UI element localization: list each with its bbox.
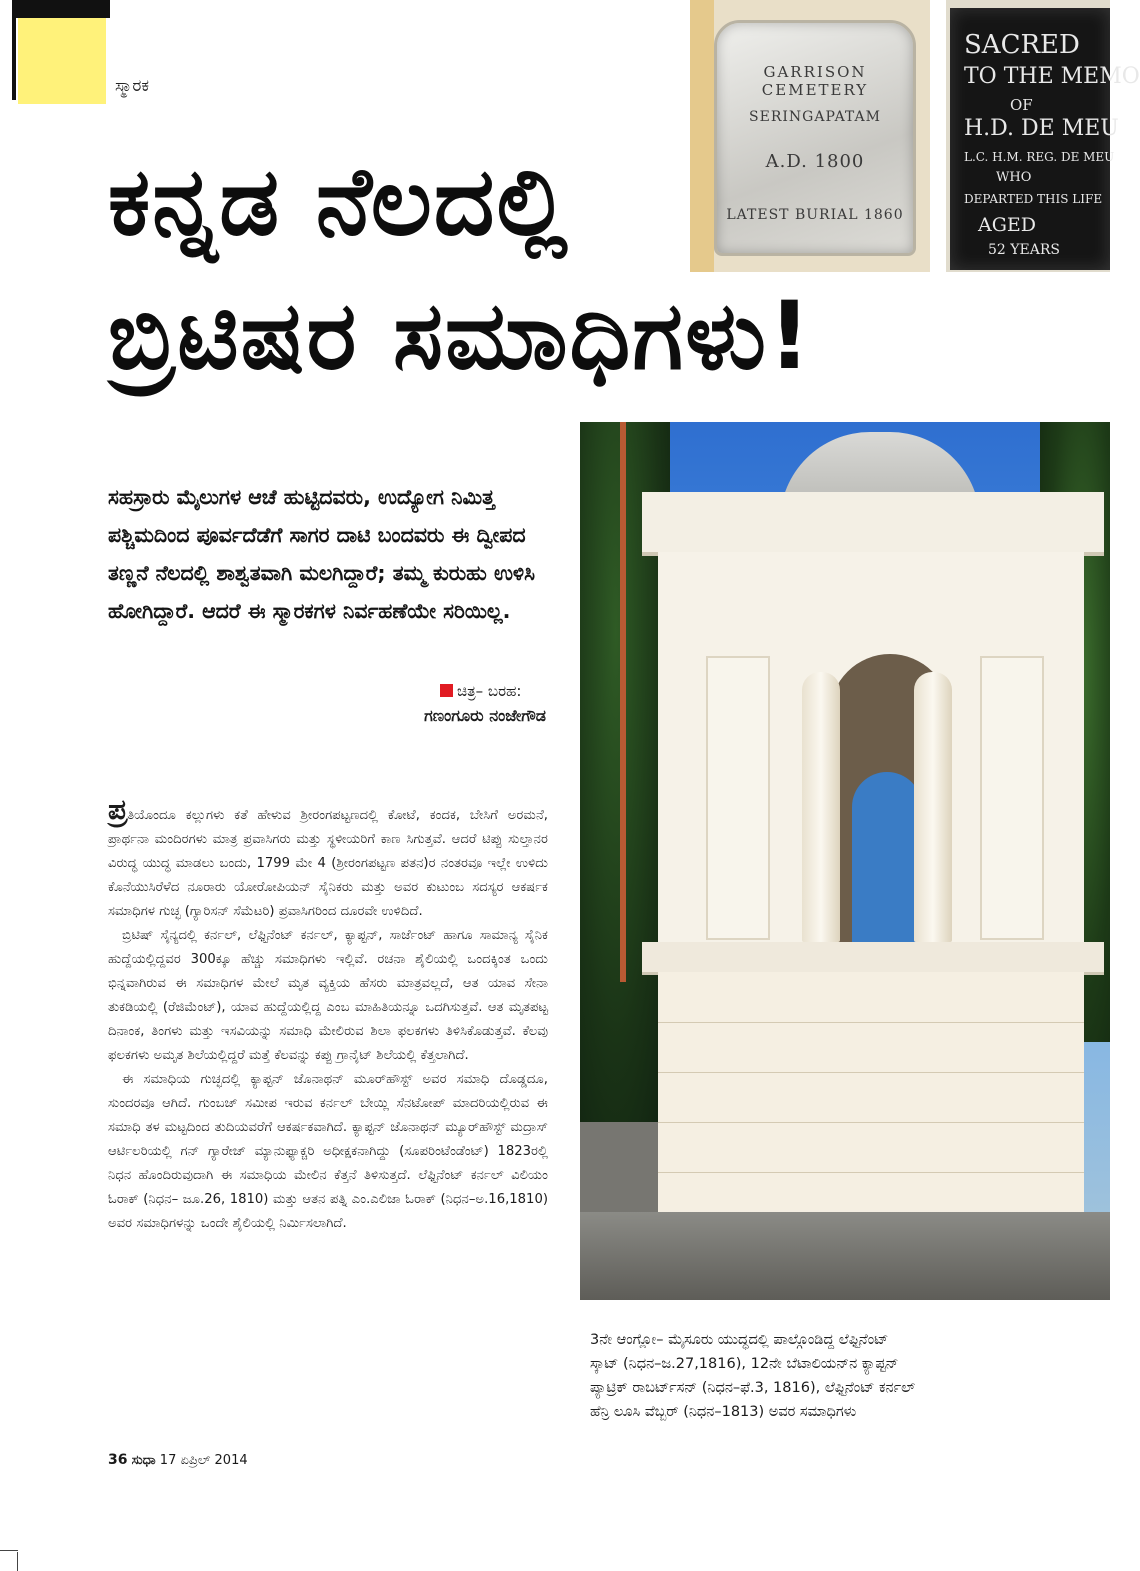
photo-memorial-structure — [580, 422, 1110, 1300]
section-color-block — [18, 18, 106, 104]
memorial-text-3: OF — [1010, 96, 1033, 114]
headline-line-2: ಬ್ರಿಟಿಷರ ಸಮಾಧಿಗಳು! — [108, 282, 813, 391]
body-paragraph-1 — [108, 793, 548, 924]
caption-line-4: ಹೆನ್ರಿ ಲೂಸಿ ವೆಬ್ಬರ್ (ನಿಧನ–1813) ಅವರ ಸಮಾಧಿಗಳು — [590, 1404, 857, 1420]
standfirst: ಸಹಸ್ರಾರು ಮೈಲುಗಳ ಆಚೆ ಹುಟ್ಟಿದವರು, ಉದ್ಯೋಗ ನಿಮಿತ್ತ ಪಶ್ಚಿಮದಿಂದ ಪೂರ್ವದೆಡೆಗೆ ಸಾಗರ ದಾಟಿ ಬಂದವರು ಈ ದ್ವೀಪದ ತಣ್ಣನೆ ನೆಲದಲ್ಲಿ ಶಾಶ್ವತವಾಗಿ ಮಲಗಿದ್ದಾರೆ; ತಮ್ಮ ಕುರುಹು ಉಳಿಸಿ ಹೋಗಿದ್ದಾರೆ. ಆದರೆ ಈ ಸ್ಮಾರಕಗಳ ನಿರ್ವಹಣೆಯೇ ಸರಿಯಿಲ್ಲ. — [108, 485, 535, 623]
body-paragraph-3: ಈ ಸಮಾಧಿಯ ಗುಚ್ಛದಲ್ಲಿ ಕ್ಯಾಪ್ಟನ್ ಜೊನಾಥನ್ ಮೂರ್‌ಹೌಸ್ಟ್ ಅವರ ಸಮಾಧಿ ದೊಡ್ಡದೂ, ಸುಂದರವೂ ಆಗಿದೆ. ಗುಂಬಜ್ ಸಮೀಪ ಇರುವ ಕರ್ನಲ್ ಬೇಯ್ಲಿ ಸೆನಟೋಪ್ ಮಾದರಿಯಲ್ಲಿರುವ ಈ ಸಮಾಧಿ ತಳ ಮಟ್ಟದಿಂದ ತುದಿಯವರೆಗೆ ಆಕರ್ಷಕವಾಗಿದೆ. ಕ್ಯಾಪ್ಟನ್ ಜೊನಾಥನ್ ಮ್ಯೂರ್‌ಹೌಸ್ಟ್ ಮದ್ರಾಸ್ ಆರ್ಟಿಲರಿಯಲ್ಲಿ ಗನ್ ಗ್ಯಾರೇಜ್ ಮ್ಯಾನುಫ್ಯಾಕ್ಚರಿ ಅಧೀಕ್ಷಕನಾಗಿದ್ದು (ಸೂಪರಿಂಟೆಂಡೆಂಟ್) 1823ರಲ್ಲಿ ನಿಧನ ಹೊಂದಿರುವುದಾಗಿ ಈ ಸಮಾಧಿಯ ಮೇಲಿನ ಕೆತ್ತನೆ ತಿಳಿಸುತ್ತದೆ. ಲೆಫ್ಟಿನೆಂಟ್ ಕರ್ನಲ್ ವಿಲಿಯಂ ಓರಾಕ್ (ನಿಧನ– ಜೂ.26, 1810) ಮತ್ತು ಆತನ ಪತ್ನಿ ಎಂ.ಎಲಿಜಾ ಓರಾಕ್ (ನಿಧನ–ಅ.16,1810) ಅವರ ಸಮಾಧಿಗಳನ್ನು ಒಂದೇ ಶೈಲಿಯಲ್ಲಿ ನಿರ್ಮಿಸಲಾಗಿದೆ. — [108, 1072, 548, 1231]
plaque-text-1: GARRISON CEMETERY — [761, 63, 869, 99]
memorial-slab — [950, 8, 1140, 270]
caption-line-2: ಸ್ಕಾಟ್ (ನಿಧನ–ಜ.27,1816), 12ನೇ ಬೆಟಾಲಿಯನ್‌ನ ಕ್ಯಾಪ್ಟನ್ — [590, 1356, 899, 1372]
photo-ledge — [642, 942, 1104, 975]
issue-date: 17 ಏಪ್ರಿಲ್ 2014 — [159, 1453, 248, 1468]
crop-mark — [0, 1550, 18, 1551]
photo-plinth — [580, 1212, 1110, 1300]
photo-column-right — [914, 672, 952, 942]
photo-panel-right — [980, 656, 1044, 940]
photo-cornice — [642, 492, 1104, 556]
dropcap: ಪ್ರ — [108, 793, 128, 826]
body-paragraph-2: ಬ್ರಿಟಿಷ್ ಸೈನ್ಯದಲ್ಲಿ ಕರ್ನಲ್, ಲೆಫ್ಟಿನೆಂಟ್ ಕರ್ನಲ್, ಕ್ಯಾಪ್ಟನ್, ಸಾರ್ಜೆಂಟ್ ಹಾಗೂ ಸಾಮಾನ್ಯ ಸೈನಿಕ ಹುದ್ದೆಯಲ್ಲಿದ್ದವರ 300ಕ್ಕೂ ಹೆಚ್ಚು ಸಮಾಧಿಗಳು ಇಲ್ಲಿವೆ. ರಚನಾ ಶೈಲಿಯಲ್ಲಿ ಒಂದಕ್ಕಿಂತ ಒಂದು ಭಿನ್ನವಾಗಿರುವ ಈ ಸಮಾಧಿಗಳ ಮೇಲೆ ಮೃತ ವ್ಯಕ್ತಿಯ ಹೆಸರು ಮಾತ್ರವಲ್ಲದೆ, ಆತ ಯಾವ ಸೇನಾ ತುಕಡಿಯಲ್ಲಿ (ರೆಜಿಮೆಂಟ್), ಯಾವ ಹುದ್ದೆಯಲ್ಲಿದ್ದ ಎಂಬ ಮಾಹಿತಿಯನ್ನೂ ಒದಗಿಸುತ್ತವೆ. ಆತ ಮೃತಪಟ್ಟ ದಿನಾಂಕ, ತಿಂಗಳು ಮತ್ತು ಇಸವಿಯನ್ನು ಸಮಾಧಿ ಮೇಲಿರುವ ಶಿಲಾ ಫಲಕಗಳು ತಿಳಿಸಿಕೊಡುತ್ತವೆ. ಕೆಲವು ಫಲಕಗಳು ಅಮೃತ ಶಿಲೆಯಲ್ಲಿದ್ದರೆ ಮತ್ತೆ ಕೆಲವನ್ನು ಕಪ್ಪು ಗ್ರಾನೈಟ್ ಶಿಲೆಯಲ್ಲಿ ಕೆತ್ತಲಾಗಿದೆ. — [108, 928, 548, 1063]
corner-bar-vertical — [12, 0, 16, 100]
plaque-wall — [690, 0, 714, 272]
corner-bar — [12, 0, 110, 18]
caption-line-1: 3ನೇ ಆಂಗ್ಲೋ– ಮೈಸೂರು ಯುದ್ಧದಲ್ಲಿ ಪಾಲ್ಗೊಂಡಿದ್ದ ಲೆಫ್ಟಿನೆಂಟ್ — [590, 1332, 889, 1348]
photo-base-line — [658, 1172, 1084, 1173]
memorial-text-1: SACRED — [964, 30, 1080, 60]
plaque-text-2: SERINGAPATAM — [749, 109, 881, 125]
photo-memorial-slab — [946, 0, 1140, 272]
page-number: 36 — [108, 1452, 128, 1468]
byline-label-text: ಚಿತ್ರ– ಬರಹ: — [457, 682, 522, 700]
article-body — [108, 793, 548, 1236]
memorial-text-7: DEPARTED THIS LIFE — [964, 192, 1103, 206]
page-folio — [108, 1452, 248, 1468]
byline-author: ಗಣಂಗೂರು ನಂಜೇಗೌಡ — [424, 706, 546, 725]
magazine-name: ಸುಧಾ — [131, 1453, 156, 1468]
caption-line-3: ಪ್ಯಾಟ್ರಿಕ್ ರಾಬರ್ಟ್‌ಸನ್ (ನಿಧನ–ಫೆ.3, 1816), ಲೆಫ್ಟಿನೆಂಟ್ ಕರ್ನಲ್ — [590, 1380, 916, 1396]
memorial-text-5: L.C. H.M. REG. DE MEU — [964, 150, 1115, 164]
memorial-text-9: 52 YEARS — [988, 242, 1060, 258]
memorial-text-4: H.D. DE MEU — [964, 116, 1119, 141]
photo-caption — [590, 1328, 1020, 1424]
photo-pole — [620, 422, 626, 982]
photo-wall-left — [580, 1122, 658, 1222]
photo-base-line — [658, 1122, 1084, 1123]
plaque-stone — [714, 20, 916, 256]
headline-line-1: ಕನ್ನಡ ನೆಲದಲ್ಲಿ — [108, 148, 570, 257]
memorial-text-2: TO THE MEMO — [964, 64, 1140, 89]
photo-column-left — [802, 672, 840, 942]
body-paragraph-1-text: ತಿಯೊಂದೂ ಕಲ್ಲುಗಳು ಕತೆ ಹೇಳುವ ಶ್ರೀರಂಗಪಟ್ಟಣದಲ್ಲಿ ಕೋಟೆ, ಕಂದಕ, ಬೇಸಿಗೆ ಅರಮನೆ, ಪ್ರಾರ್ಥನಾ ಮಂದಿರಗಳು ಮಾತ್ರ ಪ್ರವಾಸಿಗರು ಮತ್ತು ಸ್ಥಳೀಯರಿಗೆ ಕಾಣ ಸಿಗುತ್ತವೆ. ಆದರೆ ಟಿಪ್ಪು ಸುಲ್ತಾನರ ವಿರುದ್ಧ ಯುದ್ಧ ಮಾಡಲು ಬಂದು, 1799 ಮೇ 4 (ಶ್ರೀರಂಗಪಟ್ಟಣ ಪತನ)ರ ನಂತರವೂ ಇಲ್ಲೇ ಉಳಿದು ಕೊನೆಯುಸಿರೆಳೆದ ನೂರಾರು ಯೋರೋಪಿಯನ್ ಸೈನಿಕರು ಮತ್ತು ಅವರ ಕುಟುಂಬ ಸದಸ್ಯರ ಆಕರ್ಷಕ ಸಮಾಧಿಗಳ ಗುಚ್ಛ (ಗ್ಯಾರಿಸನ್ ಸೆಮೆಟರಿ) ಪ್ರವಾಸಿಗರಿಂದ ದೂರವೇ ಉಳಿದಿದೆ. — [108, 808, 548, 919]
photo-panel-left — [706, 656, 770, 940]
section-tag: ಸ್ಮಾರಕ — [115, 76, 149, 96]
memorial-text-6: WHO — [996, 170, 1032, 185]
photo-base-line — [658, 1022, 1084, 1023]
photo-base — [658, 972, 1084, 1222]
byline-label — [440, 682, 580, 700]
memorial-text-8: AGED — [978, 214, 1037, 236]
byline-marker — [440, 684, 453, 697]
photo-cemetery-plaque — [690, 0, 930, 272]
plaque-text-4: LATEST BURIAL 1860 — [726, 207, 904, 223]
crop-mark-vertical — [17, 1552, 18, 1571]
plaque-text-3: A.D. 1800 — [765, 151, 865, 172]
photo-arch-sky — [852, 772, 922, 952]
photo-base-line — [658, 1072, 1084, 1073]
